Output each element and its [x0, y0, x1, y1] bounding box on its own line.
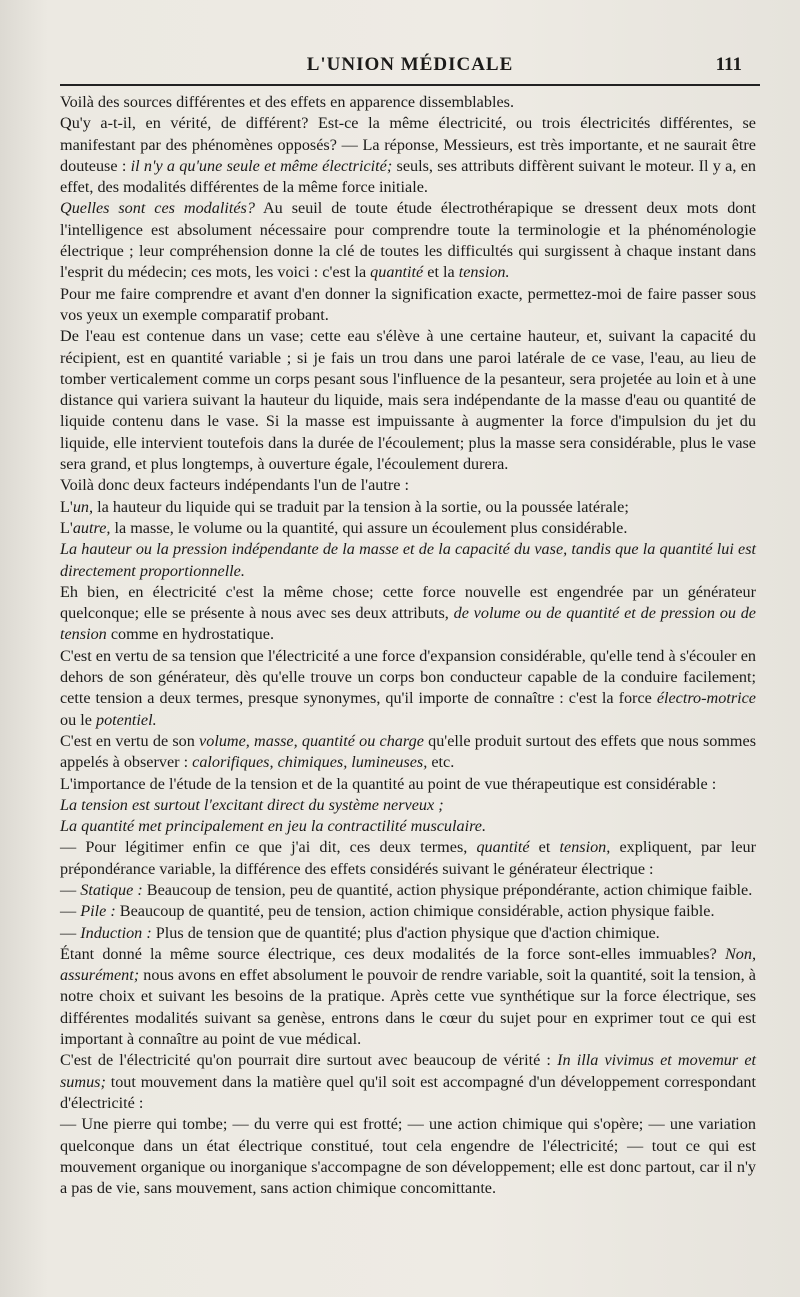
text-run: C'est en vertu de son [60, 731, 200, 750]
paragraph [60, 646, 756, 731]
text-run: De l'eau est contenue dans un vase; cette eau s'élève à une certaine hauteur, et, suivant la capacité du récipient, est en quantité variable ; si je fais un trou dans une paroi latérale de ce vase, l'eau, au lieu de tomber verticalement comme un corps pesant sous l'influence de la pesanteur, sera projetée au loin et à une distance qui variera suivant la hauteur du liquide, mais sera indépendante de la masse d'eau ou quantité de liquide contenu dans le vase. Si la masse est impuissante à augmenter la force d'impulsion du jet du liquide, elle intervient toutefois dans la durée de l'écoulement; plus la masse sera considérable, plus le vase sera grand, et plus longtemps, à ouverture égale, l'écoulement durera. [60, 327, 756, 474]
running-header [60, 54, 760, 80]
italic-text: autre, [72, 518, 111, 537]
body-text [60, 92, 756, 1199]
italic-text: un, [72, 497, 94, 516]
text-run: la masse, le volume ou la quantité, qui assure un écoulement plus considérable. [110, 518, 628, 537]
italic-text: In illa vivimus et movemur et sumus; [60, 1051, 756, 1091]
text-run: L'importance de l'étude de la tension et de la quantité au point de vue thérapeutique est considérable : [60, 774, 717, 793]
italic-text: La quantité met principalement en jeu la contractilité musculaire. [60, 817, 487, 836]
text-run: L' [60, 497, 73, 516]
paragraph [60, 284, 756, 327]
text-run: — [60, 923, 81, 942]
paragraph [60, 198, 756, 283]
paragraph [60, 92, 756, 113]
paragraph [60, 795, 756, 816]
text-run: L' [60, 518, 73, 537]
text-run: — [60, 902, 81, 921]
paragraph [60, 518, 756, 539]
text-run: seuls, ses attributs diffèrent suivant le moteur. Il y a, en effet, des modalités différentes de la même force initiale. [60, 156, 756, 197]
text-run: Plus de tension que de quantité; plus d'action physique que d'action chimique. [151, 923, 660, 942]
text-run: la hauteur du liquide qui se traduit par la tension à la sortie, ou la poussée latérale; [93, 497, 629, 516]
italic-text: quantité [476, 838, 530, 857]
paragraph [60, 880, 756, 901]
page-number: 111 [715, 54, 742, 75]
paragraph [60, 1050, 756, 1114]
paragraph [60, 774, 756, 795]
paragraph [60, 1114, 756, 1199]
italic-text: tension. [458, 263, 510, 282]
paragraph [60, 901, 756, 922]
italic-text: La tension est surtout l'excitant direct du système nerveux ; [60, 795, 444, 814]
italic-text: potentiel. [95, 710, 157, 729]
text-run: Étant donné la même source électrique, ces deux modalités de la force sont-elles immuables? [60, 944, 725, 963]
paragraph [60, 816, 756, 837]
italic-text: électro-motrice [656, 689, 756, 708]
paragraph [60, 923, 756, 944]
header-rule [60, 84, 760, 86]
text-run: Voilà donc deux facteurs indépendants l'un de l'autre : [60, 476, 409, 495]
text-run: et [529, 838, 560, 857]
text-run: nous avons en effet absolument le pouvoir de rendre variable, soit la quantité, soit la tension, à notre choix et suivant les besoins de la pratique. Après cette vue synthétique sur la force électrique, ses différentes modalités suivant sa genèse, entrons dans le cœur du sujet pour en exprimer tout ce qui est important à connaître au point de vue médical. [60, 966, 756, 1049]
paragraph [60, 731, 756, 774]
text-run: ou le [60, 710, 96, 729]
italic-text: volume, masse, quantité ou charge [199, 731, 424, 750]
italic-text: quantité [370, 263, 424, 282]
journal-title: L'UNION MÉDICALE [306, 54, 514, 75]
text-run: C'est en vertu de sa tension que l'électricité a une force d'expansion considérable, qu'elle tend à s'écouler en dehors de son générateur, dès qu'elle trouve un corps bon conducteur capable de la conduire facilement; cette tension a deux termes, presque synonymes, qu'il importe de connaître : c'est la force [60, 646, 756, 708]
paragraph [60, 539, 756, 582]
text-run: Beaucoup de quantité, peu de tension, action chimique considérable, action physique faible. [115, 902, 715, 921]
text-run: C'est de l'électricité qu'on pourrait dire surtout avec beaucoup de vérité : [60, 1051, 558, 1070]
italic-text: il n'y a qu'une seule et même électricité; [130, 156, 393, 175]
text-run: Au seuil de toute étude électrothérapique se dressent deux mots dont l'intelligence est absolument nécessaire pour comprendre toute la terminologie et la phénoménologie électrique ; leur compréhension donne la clé de toutes les difficultés qui surgissent à chaque instant dans l'esprit du médecin; ces mots, les voici : c'est la [60, 199, 756, 282]
italic-text: Non, assurément; [60, 944, 756, 985]
paragraph [60, 837, 756, 880]
italic-text: Pile : [80, 902, 116, 921]
italic-text: Quelles sont ces modalités? [60, 199, 255, 218]
italic-text: La hauteur ou la pression indépendante de la masse et de la capacité du vase, tandis que la quantité lui est directement proportionnelle. [60, 540, 756, 580]
italic-text: Statique : [80, 880, 143, 899]
text-run: — Pour légitimer enfin ce que j'ai dit, ces deux termes, [60, 838, 477, 857]
paragraph [60, 582, 756, 646]
text-run: Pour me faire comprendre et avant d'en donner la signification exacte, permettez-moi de faire passer sous vos yeux un exemple comparatif probant. [60, 284, 756, 324]
text-run: expliquent, par leur prépondérance variable, la différence des effets considérés suivant le générateur électrique : [60, 838, 756, 878]
paragraph [60, 944, 756, 1050]
italic-text: tension, [559, 838, 611, 857]
italic-text: Induction : [80, 923, 152, 942]
text-run: etc. [427, 753, 455, 772]
italic-text: de volume ou de quantité et de pression ou de tension [60, 604, 756, 644]
text-run: Eh bien, en électricité c'est la même chose; cette force nouvelle est engendrée par un générateur quelconque; elle se présente à nous avec ses deux attributs, [60, 582, 756, 623]
text-run: tout mouvement dans la matière quel qu'il soit est accompagné d'un développement correspondant d'électricité : [60, 1072, 756, 1112]
paragraph [60, 326, 756, 475]
text-run: Qu'y a-t-il, en vérité, de différent? Est-ce la même électricité, ou trois électricités différentes, se manifestant par des phénomènes opposés? — La réponse, Messieurs, est très importante, et ne saurait être douteuse : [60, 114, 756, 175]
text-run: qu'elle produit surtout des effets que nous sommes appelés à observer : [60, 731, 757, 772]
text-run: comme en hydrostatique. [106, 625, 274, 644]
text-run: et la [423, 263, 459, 282]
paragraph [60, 113, 756, 198]
text-run: Voilà des sources différentes et des effets en apparence dissemblables. [60, 93, 514, 111]
italic-text: calorifiques, chimiques, lumineuses, [192, 753, 428, 772]
text-run: — [60, 880, 81, 899]
paragraph [60, 497, 756, 518]
text-run: — Une pierre qui tombe; — du verre qui est frotté; — une action chimique qui s'opère; — une variation quelconque dans un état électrique constitué, tout cela engendre de l'électricité; — tout ce qui est mouvement organique ou inorganique s'accompagne de son développement; elle est donc partout, car il n'y a pas de vie, sans mouvement, sans action chimique concomittante. [60, 1115, 756, 1198]
text-run: Beaucoup de tension, peu de quantité, action physique prépondérante, action chimique faible. [142, 880, 753, 899]
paragraph [60, 475, 756, 496]
